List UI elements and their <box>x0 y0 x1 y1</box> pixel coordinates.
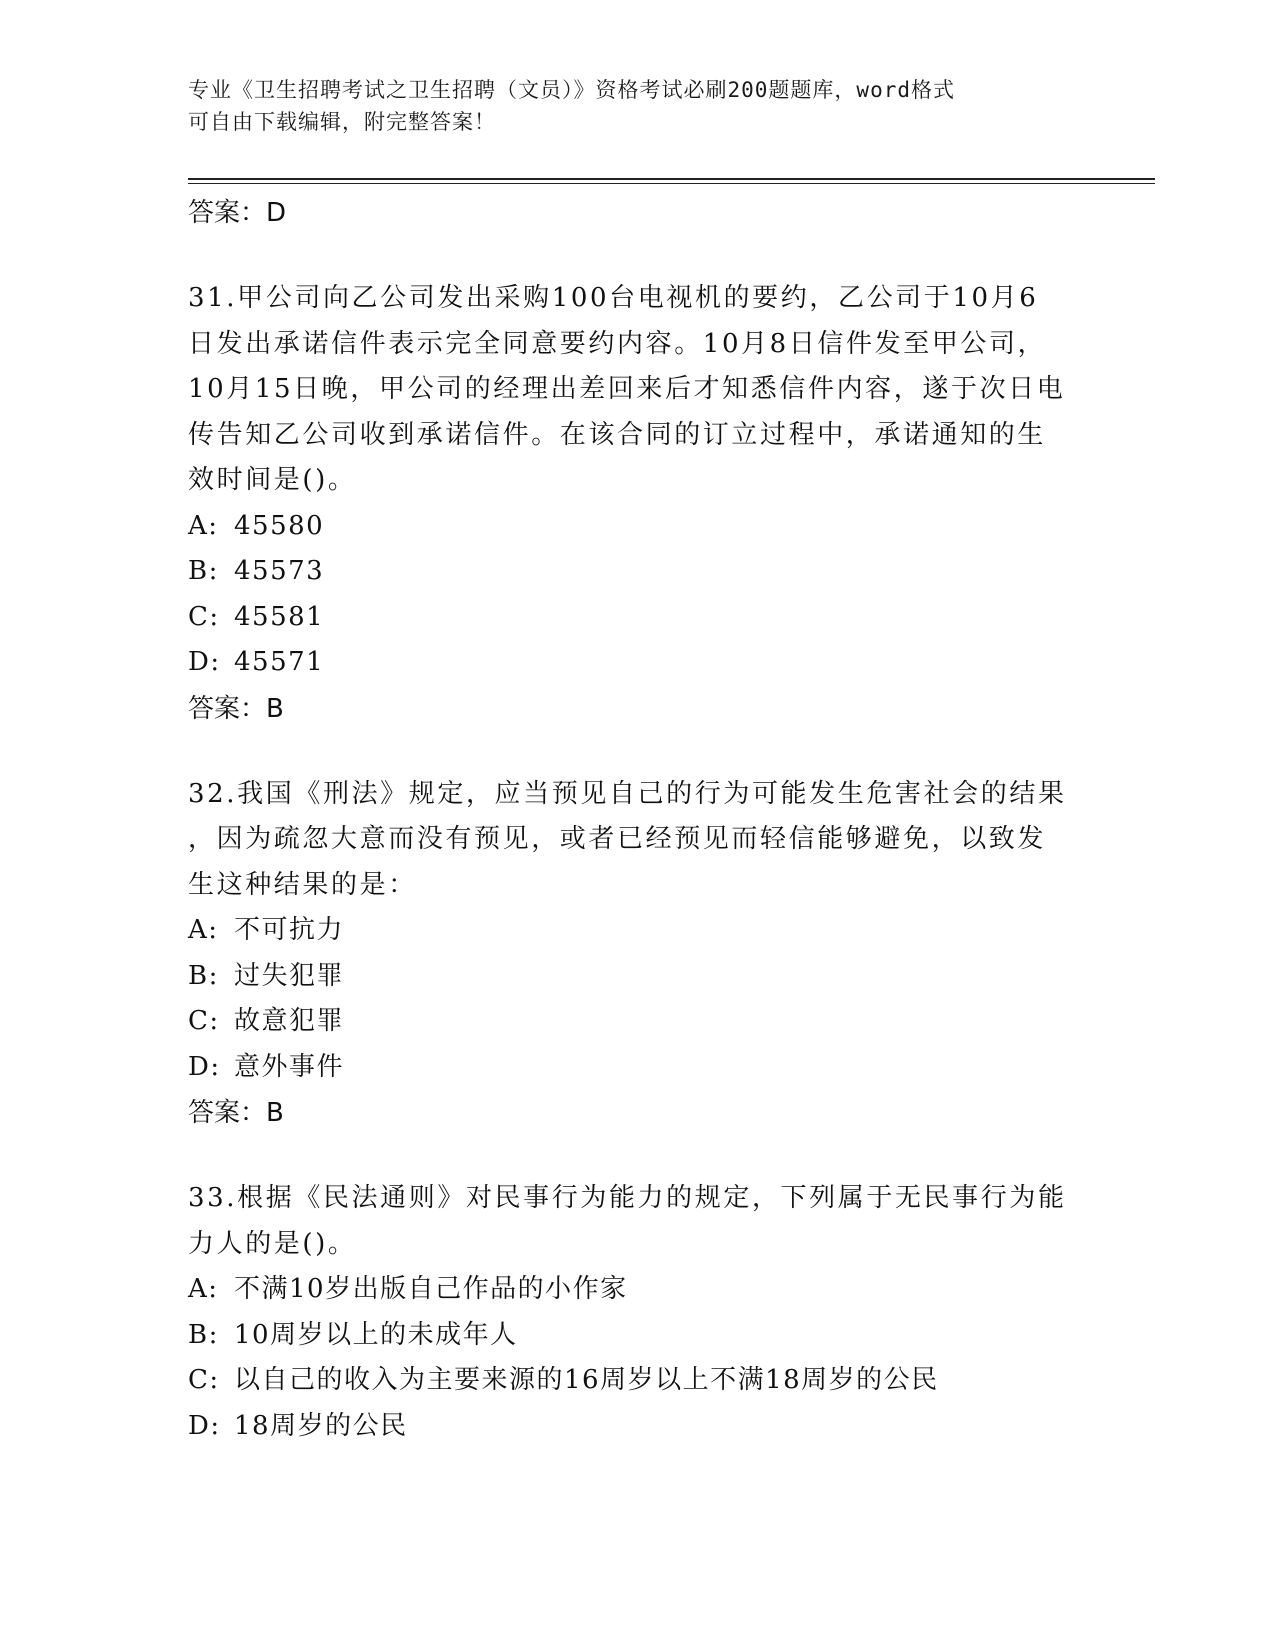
option-text: 故意犯罪 <box>234 1006 345 1036</box>
page-header <box>188 74 1068 138</box>
option-key: B: <box>188 1319 219 1350</box>
stem-line: 生这种结果的是： <box>188 869 417 900</box>
stem-line: 10月15日晚，甲公司的经理出差回来后才知悉信件内容，遂于次日电 <box>188 374 1066 404</box>
option-b <box>188 1313 1088 1359</box>
option-key: D: <box>188 1051 221 1082</box>
option-text: 18周岁的公民 <box>234 1410 408 1441</box>
option-text: 45581 <box>234 601 325 632</box>
header-rule-thick <box>188 178 1155 180</box>
question-32 <box>188 772 1088 1137</box>
option-key: D: <box>188 647 221 677</box>
stem-line: 31.甲公司向乙公司发出采购100台电视机的要约，乙公司于10月6 <box>188 283 1039 313</box>
question-stem <box>188 1176 1088 1267</box>
option-d <box>188 1404 1088 1450</box>
option-key: A: <box>188 915 219 945</box>
question-content <box>188 190 1088 1449</box>
header-line-2: 可自由下载编辑，附完整答案！ <box>188 110 496 134</box>
option-c <box>188 999 1088 1045</box>
stem-line: 33.根据《民法通则》对民事行为能力的规定，下列属于无民事行为能 <box>188 1183 1067 1213</box>
header-rule-thin <box>188 183 1155 184</box>
answer-line: 答案：B <box>188 693 284 724</box>
previous-answer: 答案：D <box>188 198 287 228</box>
question-31 <box>188 276 1088 732</box>
stem-line: 力人的是()。 <box>188 1228 357 1259</box>
option-d <box>188 640 1088 686</box>
option-key: D: <box>188 1410 221 1441</box>
option-text: 45573 <box>234 556 325 586</box>
option-c <box>188 1358 1088 1404</box>
option-b <box>188 549 1088 595</box>
option-text: 45571 <box>234 647 325 677</box>
option-text: 不可抗力 <box>234 915 345 945</box>
option-key: B: <box>188 556 219 586</box>
question-stem <box>188 276 1088 504</box>
option-key: C: <box>188 1006 220 1036</box>
answer-line: 答案：B <box>188 1098 284 1128</box>
option-b <box>188 954 1088 1000</box>
option-key: C: <box>188 1365 220 1395</box>
option-key: A: <box>188 510 219 541</box>
option-text: 过失犯罪 <box>234 960 345 991</box>
header-line-1: 专业《卫生招聘考试之卫生招聘（文员）》资格考试必刷200题题库，word格式 <box>188 78 955 102</box>
option-a <box>188 908 1088 954</box>
option-text: 45580 <box>234 510 325 541</box>
option-text: 10周岁以上的未成年人 <box>234 1319 518 1350</box>
option-d <box>188 1045 1088 1091</box>
option-key: C: <box>188 601 220 632</box>
option-text: 以自己的收入为主要来源的16周岁以上不满18周岁的公民 <box>234 1365 939 1395</box>
question-stem <box>188 772 1088 909</box>
stem-line: 传告知乙公司收到承诺信件。在该合同的订立过程中，承诺通知的生 <box>188 419 1047 450</box>
option-c <box>188 595 1088 641</box>
stem-line: ，因为疏忽大意而没有预见，或者已经预见而轻信能够避免，以致发 <box>188 824 1047 854</box>
option-key: A: <box>188 1274 219 1304</box>
option-a <box>188 504 1088 550</box>
question-33 <box>188 1176 1088 1449</box>
stem-line: 32.我国《刑法》规定，应当预见自己的行为可能发生危害社会的结果 <box>188 778 1067 809</box>
option-text: 不满10岁出版自己作品的小作家 <box>234 1274 628 1304</box>
option-key: B: <box>188 960 219 991</box>
option-text: 意外事件 <box>234 1051 345 1082</box>
stem-line: 效时间是()。 <box>188 465 357 495</box>
option-a <box>188 1267 1088 1313</box>
stem-line: 日发出承诺信件表示完全同意要约内容。10月8日信件发至甲公司， <box>188 328 1047 359</box>
